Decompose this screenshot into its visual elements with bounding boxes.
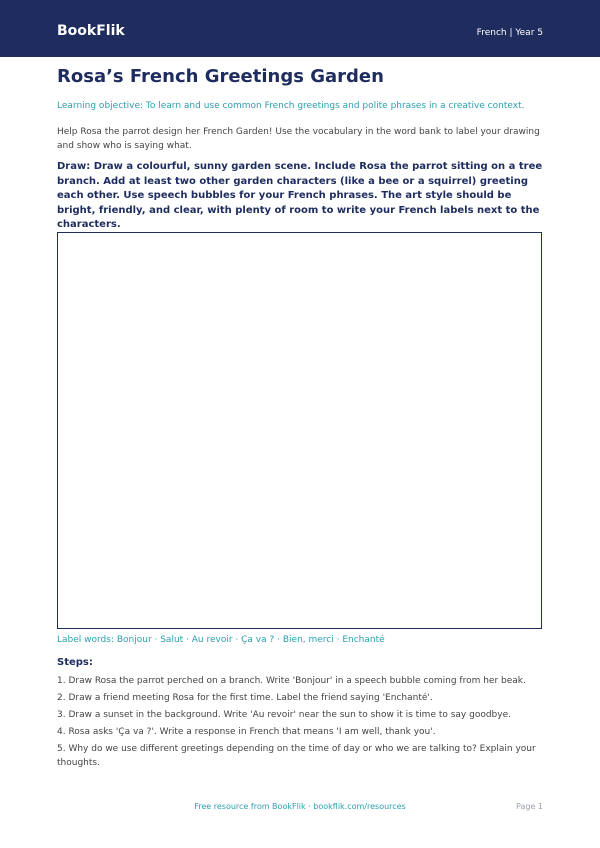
steps-heading: Steps:: [57, 657, 93, 668]
brand-logo-text: BookFlik: [57, 23, 125, 39]
step-item: 2. Draw a friend meeting Rosa for the first time. Label the friend saying 'Enchanté'.: [57, 693, 433, 703]
draw-prompt: Draw: Draw a colourful, sunny garden scene. Include Rosa the parrot sitting on a tree branch. Add at least two other garden characters (like a bee or a squirrel) greeting each other. Use speech bubbles for your French phrases. The art style should be bright, friendly, and clear, with plenty of room to write your French labels next to the characters.: [57, 161, 543, 230]
page-number: Page 1: [516, 802, 543, 811]
subject-year-label: French | Year 5: [476, 28, 543, 38]
step-item: 1. Draw Rosa the parrot perched on a branch. Write 'Bonjour' in a speech bubble coming from her beak.: [57, 676, 526, 686]
steps-list: [57, 674, 547, 773]
step-item: 3. Draw a sunset in the background. Write 'Au revoir' near the sun to show it is time to say goodbye.: [57, 710, 511, 720]
footer-resource-link[interactable]: Free resource from BookFlik · bookflik.com/resources: [194, 802, 406, 811]
step-item: 4. Rosa asks 'Ça va ?'. Write a response in French that means 'I am well, thank you'.: [57, 727, 436, 737]
drawing-area[interactable]: [57, 232, 542, 629]
worksheet-title: Rosa’s French Greetings Garden: [57, 66, 384, 87]
learning-objective: Learning objective: To learn and use common French greetings and polite phrases in a creative context.: [57, 101, 525, 111]
header-bar: [0, 0, 600, 57]
label-words: Label words: Bonjour · Salut · Au revoir · Ça va ? · Bien, merci · Enchanté: [57, 635, 385, 645]
intro-text: Help Rosa the parrot design her French Garden! Use the vocabulary in the word bank to label your drawing and show who is saying what.: [57, 127, 540, 151]
step-item: 5. Why do we use different greetings depending on the time of day or who we are talking to? Explain your thoughts.: [57, 744, 536, 768]
